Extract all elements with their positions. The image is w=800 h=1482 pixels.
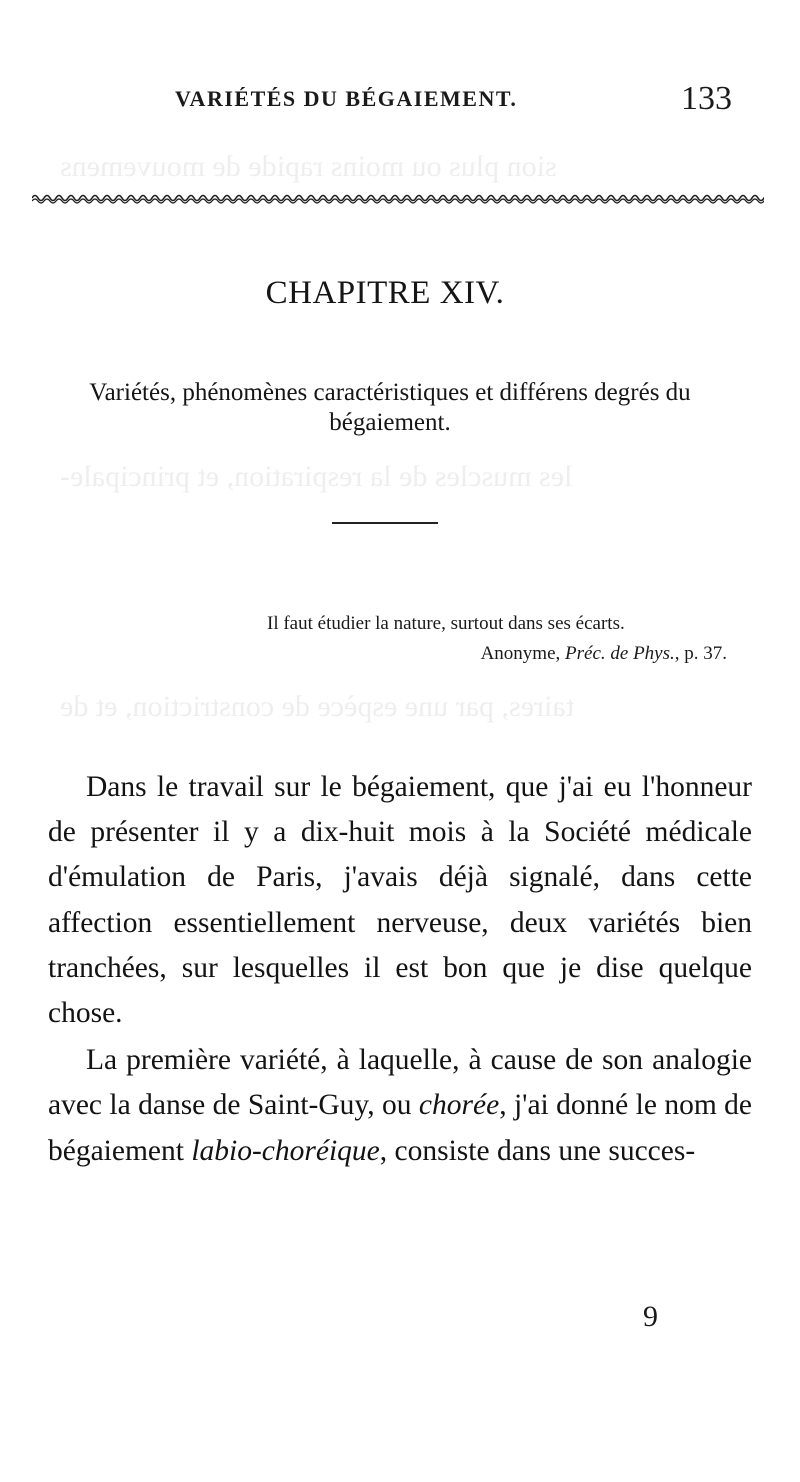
epigraph-author: Anonyme, bbox=[480, 643, 561, 664]
epigraph-attribution bbox=[245, 642, 755, 666]
paragraph-1: Dans le travail sur le bégaiement, que j'ai eu l'honneur de présenter il y a dix-huit mois à la Société médicale d'émulation de Paris, j'avais déjà signalé, dans cette affection essentiellement nerveuse, deux variétés bien tranchées, sur lesquelles il est bon que je dise quelque chose. bbox=[48, 771, 752, 1030]
epigraph-page-ref: , p. 37. bbox=[674, 643, 727, 664]
section-divider bbox=[332, 522, 438, 524]
paragraph-2-text: , j'ai donné le nom de bégaiement bbox=[48, 1089, 752, 1167]
chapter-subtitle: Variétés, phénomènes caractéristiques et différens degrés du bégaiement. bbox=[89, 379, 691, 436]
epigraph-work: Préc. de Phys. bbox=[565, 643, 675, 664]
show-through-text: sion plus ou moins rapide de mouvemens bbox=[60, 150, 557, 183]
italic-term-choree: chorée bbox=[418, 1089, 500, 1122]
chapter-title: CHAPITRE XIV. bbox=[265, 275, 505, 311]
body-text bbox=[48, 765, 752, 1174]
show-through-text: les muscles de la respiration, et principale- bbox=[60, 460, 573, 493]
epigraph bbox=[245, 612, 755, 666]
paragraph-2-text: , consiste dans une succes- bbox=[379, 1134, 696, 1167]
epigraph-quote: Il faut étudier la nature, surtout dans ses écarts. bbox=[267, 613, 625, 634]
signature-mark: 9 bbox=[643, 1300, 658, 1333]
paragraph-2-text: La première variété, à laquelle, à cause de son analogie avec la danse de Saint-Guy, ou bbox=[48, 1044, 752, 1122]
italic-term-labio-choreique: labio-choréique bbox=[191, 1134, 380, 1167]
decorative-wavy-rule bbox=[32, 190, 764, 206]
page-number: 133 bbox=[681, 80, 732, 117]
running-head: VARIÉTÉS DU BÉGAIEMENT. bbox=[175, 86, 518, 111]
paragraph-2 bbox=[48, 1038, 752, 1174]
show-through-text: taires, par une espèce de constriction, et de bbox=[60, 690, 574, 723]
